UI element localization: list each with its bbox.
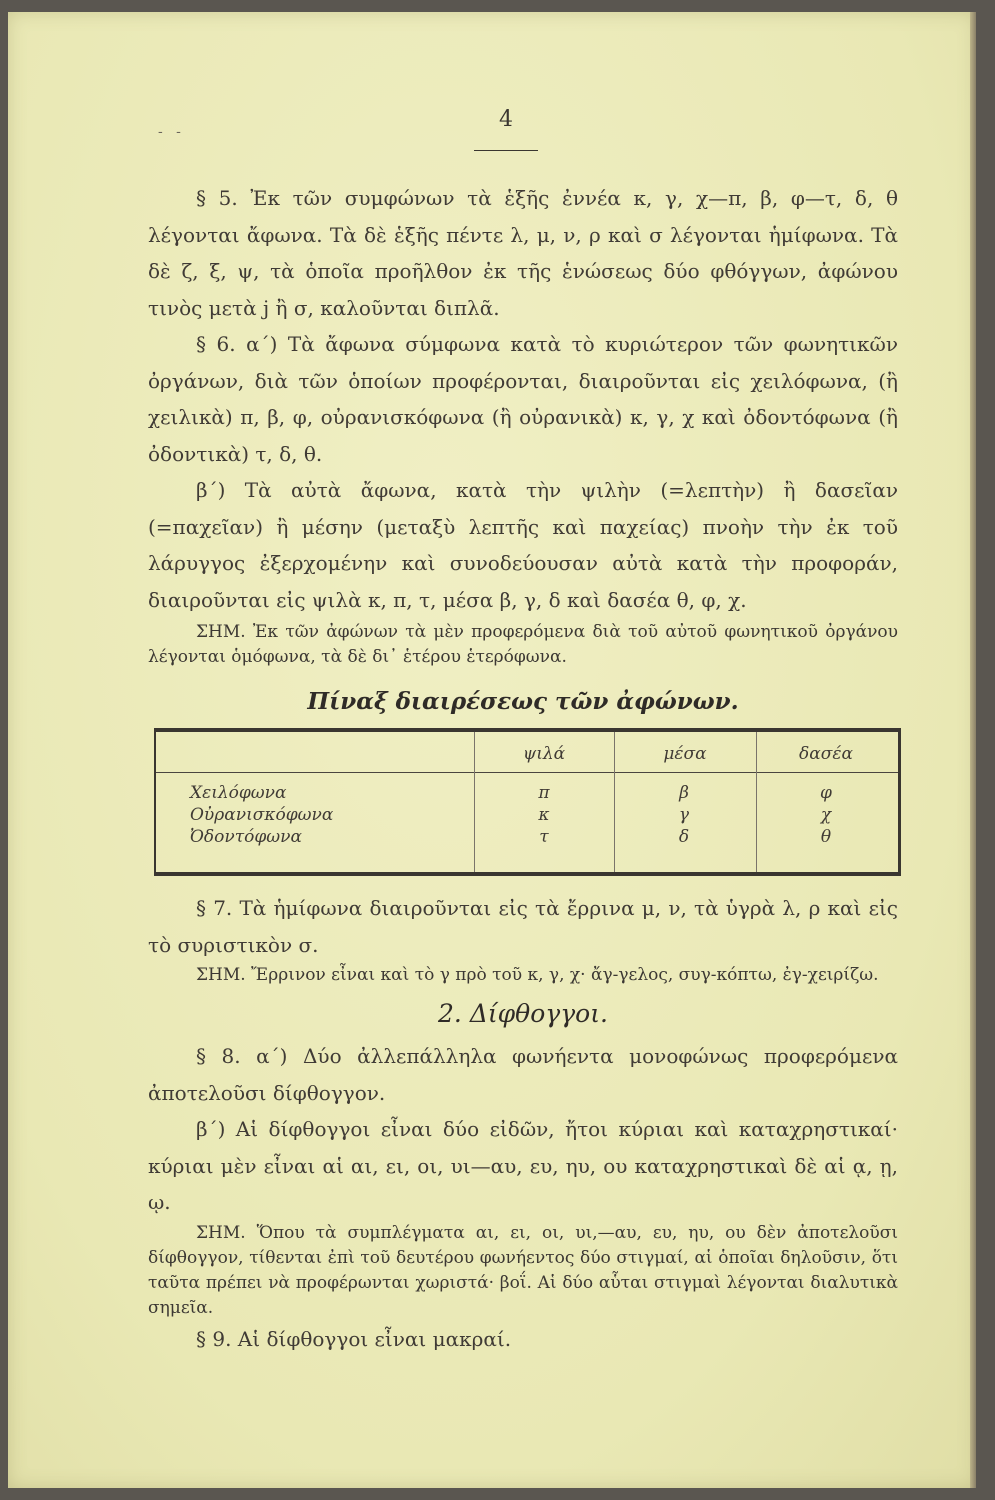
table-cell: β [679,783,689,803]
page-number: 4 [499,107,513,132]
table-cell: π [538,783,550,803]
paragraphs-section-5-6 [148,180,898,670]
table-cell: θ [820,827,832,847]
page-edge [970,12,976,1488]
table-title: Πίναξ διαιρέσεως τῶν ἀφώνων. [307,688,739,715]
page-body [148,180,898,1357]
table-cell: χ [820,805,832,825]
paragraphs-section-8-9 [148,1038,898,1357]
consonant-table [154,728,901,876]
table-cell: γ [678,805,690,825]
book-page [8,12,976,1488]
header-psila: ψιλά [522,744,566,764]
margin-marks: - - [158,124,181,140]
paragraph: ΣΗΜ. Ἔρρινον εἶναι καὶ τὸ γ πρὸ τοῦ κ, γ, χ· ἄγ-γελος, συγ-κόπτω, ἐγ-χειρίζω. [196,965,879,985]
row-label: Χειλόφωνα [190,783,287,803]
paragraphs-section-7 [148,890,898,988]
table-row [156,804,898,826]
paragraph: § 5. Ἐκ τῶν συμφώνων τὰ ἑξῆς ἐννέα κ, γ, χ—π, β, φ—τ, δ, θ λέγονται ἄφωνα. Τὰ δὲ ἑξῆς πέντε λ, μ, ν, ρ καὶ σ λέγονται ἡμίφωνα. Τὰ δὲ ζ, ξ, ψ, τὰ ὁποῖα προῆλθον ἐκ τῆς ἑνώσεως δύο φθόγγων, ἀφώνου τινὸς μετὰ j ἢ σ, καλοῦνται διπλᾶ. [148,186,898,320]
table-cell: φ [820,783,832,803]
table-cell: κ [538,805,550,825]
table-row [156,826,898,848]
row-label: Ὀδοντόφωνα [190,827,302,847]
paragraph: § 7. Τὰ ἡμίφωνα διαιροῦνται εἰς τὰ ἔρρινα μ, ν, τὰ ὑγρὰ λ, ρ καὶ εἰς τὸ συριστικὸν σ. [148,896,898,957]
paragraph: β΄) Αἱ δίφθογγοι εἶναι δύο εἰδῶν, ἤτοι κύριαι καὶ καταχρηστικαί· κύριαι μὲν εἶναι αἱ αι, ει, οι, υι—αυ, ευ, ηυ, ου καταχρηστικαὶ δὲ αἱ ᾳ, ῃ, ῳ. [148,1117,898,1214]
paragraph: § 8. α΄) Δύο ἀλλεπάλληλα φωνήεντα μονοφώνως προφερόμενα ἀποτελοῦσι δίφθογγον. [148,1044,898,1105]
table-cell: τ [539,827,549,847]
table-row [156,782,898,804]
page-number-rule [474,150,538,151]
table-header [156,732,898,773]
paragraph: § 6. α΄) Τὰ ἄφωνα σύμφωνα κατὰ τὸ κυριώτερον τῶν φωνητικῶν ὀργάνων, διὰ τῶν ὁποίων προφέρονται, διαιροῦνται εἰς χειλόφωνα, (ἢ χειλικὰ) π, β, φ, οὐρανισκόφωνα (ἢ οὐρανικὰ) κ, γ, χ καὶ ὀδοντόφωνα (ἢ ὀδοντικὰ) τ, δ, θ. [148,332,898,466]
paragraph: ΣΗΜ. Ὅπου τὰ συμπλέγματα αι, ει, οι, υι,—αυ, ευ, ηυ, ου δὲν ἀποτελοῦσι δίφθογγον, τίθενται ἐπὶ τοῦ δευτέρου φωνήεντος δύο στιγμαί, αἱ ὁποῖαι δηλοῦσιν, ὅτι ταῦτα πρέπει νὰ προφέρωνται χωριστά· βοΐ. Αἱ δύο αὗται στιγμαὶ λέγονται διαλυτικὰ σημεῖα. [148,1222,898,1318]
table-cell: δ [678,827,690,847]
paragraph: ΣΗΜ. Ἐκ τῶν ἀφώνων τὰ μὲν προφερόμενα διὰ τοῦ αὐτοῦ φωνητικοῦ ὀργάνου λέγονται ὁμόφωνα, τὰ δὲ δι᾽ ἑτέρου ἑτερόφωνα. [148,622,898,667]
paragraph: § 9. Αἱ δίφθογγοι εἶναι μακραί. [196,1326,512,1351]
row-label: Οὐρανισκόφωνα [190,805,334,825]
header-dasea: δασέα [799,744,853,764]
section-heading: 2. Δίφθογγοι. [438,999,608,1028]
header-mesa: μέσα [663,744,707,764]
paragraph: β΄) Τὰ αὐτὰ ἄφωνα, κατὰ τὴν ψιλὴν (=λεπτὴν) ἢ δασεῖαν (=παχεῖαν) ἢ μέσην (μεταξὺ λεπτῆς καὶ παχείας) πνοὴν τὴν ἐκ τοῦ λάρυγγος ἐξερχομένην καὶ συνοδεύουσαν αὐτὰ κατὰ τὴν προφοράν, διαιροῦνται εἰς ψιλὰ κ, π, τ, μέσα β, γ, δ καὶ δασέα θ, φ, χ. [148,478,898,612]
